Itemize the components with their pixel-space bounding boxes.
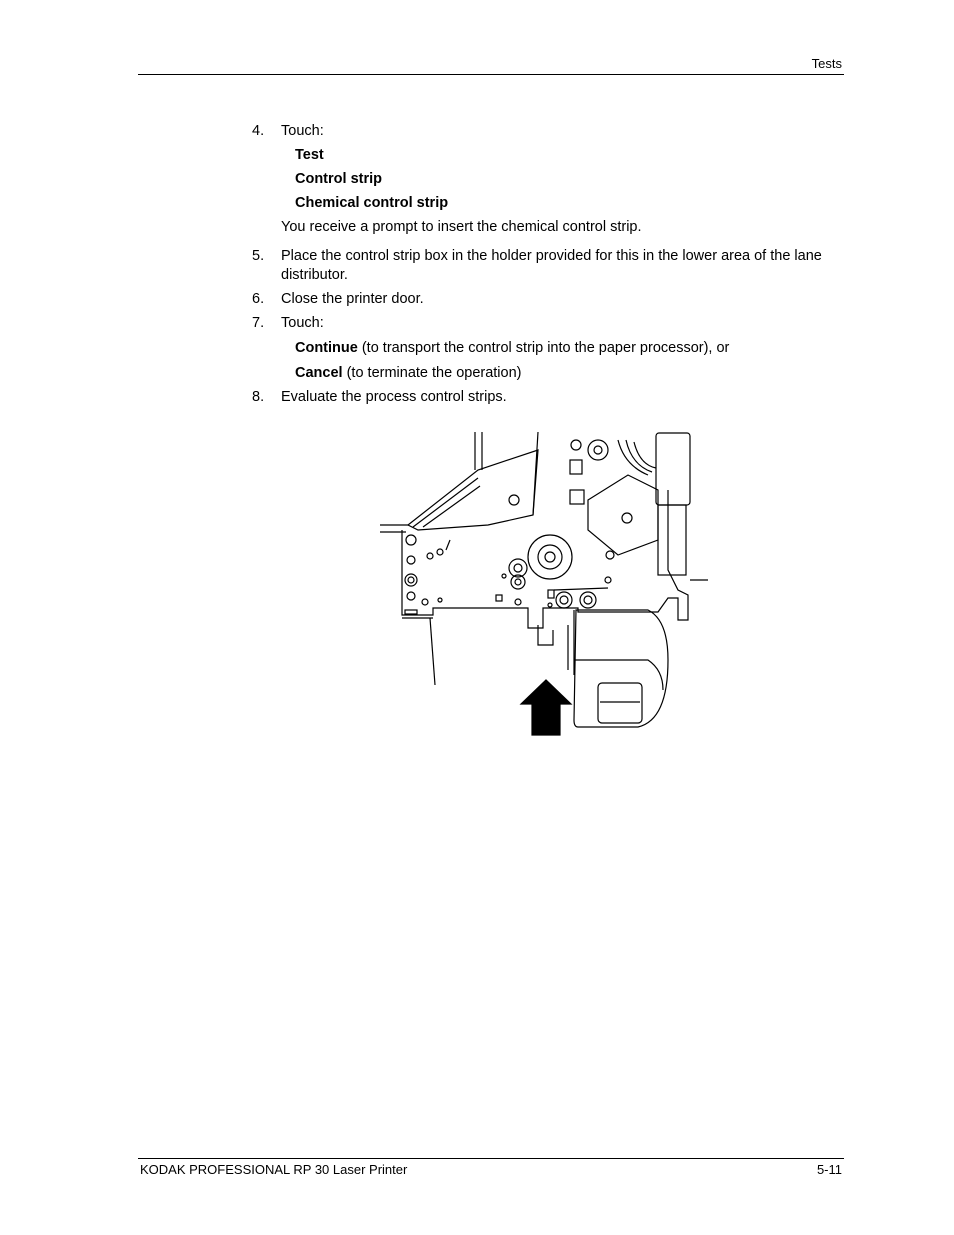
command-control-strip: Control strip	[295, 171, 382, 187]
step-7	[252, 314, 842, 333]
header-rule	[138, 74, 844, 75]
procedure-steps	[252, 122, 842, 407]
step-text: Touch:	[281, 315, 324, 331]
option-description: (to transport the control strip into the paper processor), or	[357, 340, 730, 356]
lane-distributor-illustration	[378, 430, 710, 742]
step-text: Close the printer door.	[281, 291, 424, 307]
step-number: 6.	[252, 291, 265, 307]
option-cancel	[252, 364, 842, 383]
step-text: Touch:	[281, 123, 324, 139]
step-text: Evaluate the process control strips.	[281, 389, 507, 405]
step-number: 4.	[252, 123, 265, 139]
step-4-note: You receive a prompt to insert the chemical control strip.	[281, 219, 642, 235]
step-text: Place the control strip box in the holder provided for this in the lower area of the lane distributor.	[281, 248, 822, 283]
step-5	[252, 247, 842, 285]
page-number: 5-11	[816, 1162, 842, 1177]
footer-rule	[138, 1158, 844, 1159]
option-label: Continue	[295, 340, 358, 356]
running-header: Tests	[811, 56, 842, 71]
step-number: 8.	[252, 389, 265, 405]
step-4	[252, 122, 842, 141]
option-label: Cancel	[295, 365, 343, 381]
step-number: 7.	[252, 315, 265, 331]
step-6	[252, 290, 842, 309]
step-number: 5.	[252, 248, 265, 264]
footer-title: KODAK PROFESSIONAL RP 30 Laser Printer	[140, 1162, 408, 1177]
step-8	[252, 388, 842, 407]
option-continue	[252, 339, 842, 358]
option-description: (to terminate the operation)	[342, 365, 522, 381]
command-chemical-control-strip: Chemical control strip	[295, 195, 449, 211]
command-test: Test	[295, 147, 324, 163]
